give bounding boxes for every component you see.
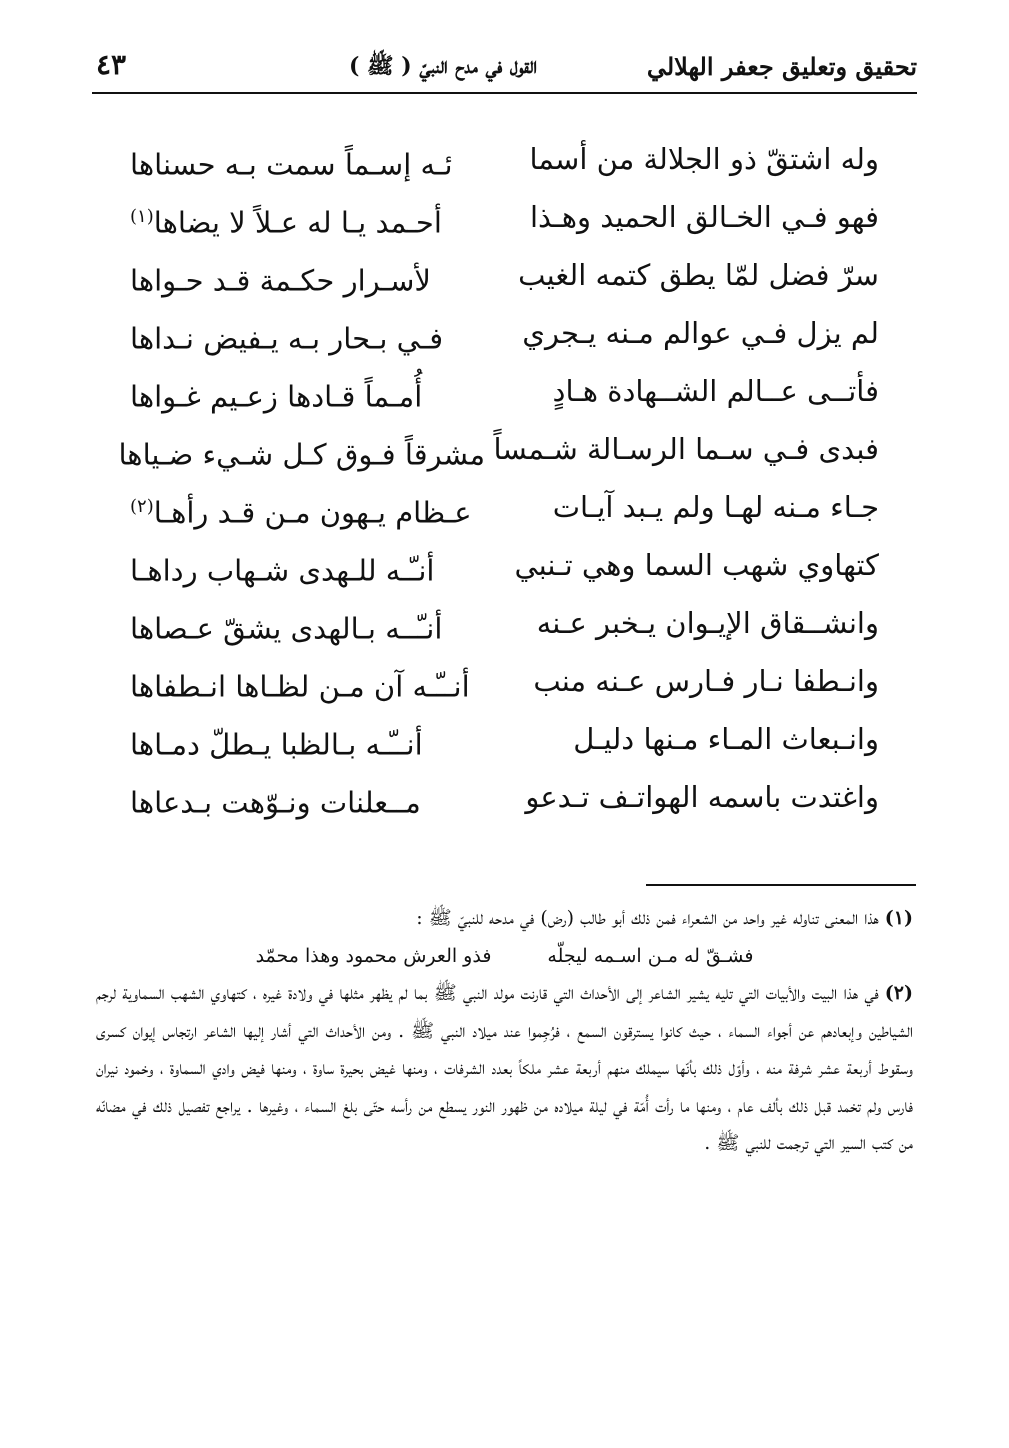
first-hemistich: وانـطفا نـار فـارس عـنه منب [533,664,879,698]
quote-second-hemistich: فذو العرش محمود وهذا محمّد [255,944,492,967]
first-hemistich: فبدى فـي سـما الرسـالة شـمساً [493,432,879,466]
hemistich-text: أنـّـه للـهدى شـهاب رداهـا [130,553,435,588]
second-hemistich [130,652,485,716]
second-hemistich [130,478,485,542]
hemistich-text: أنــّـه بـالظبا يـطلّ دمـاها [130,727,423,762]
verse [120,246,889,304]
hemistich-text: أنــّـه آن مـن لظـاها انـطفاها [130,669,470,704]
hemistich-text: عـظام يـهون مـن قـد رأهـا [153,495,472,530]
first-hemistich: واغتدت باسمه الهواتـف تـدعو [525,780,879,814]
second-hemistich [130,188,485,252]
second-hemistich [130,130,485,194]
chapter-title: القول في مدح النبيّ ( ﷺ ) [348,53,537,79]
page-number: ٤٣ [96,48,127,81]
footnote-2 [96,975,913,1163]
poem [120,130,889,826]
second-hemistich [118,420,485,484]
book-title: تحقيق وتعليق جعفر الهلالي [646,52,917,81]
footnote-1 [96,900,913,975]
verse [120,768,889,826]
footnote-number: (١) [884,907,913,929]
quote-first-hemistich: فشـقّ له مـن اسـمه ليجلّه [547,944,754,967]
first-hemistich: وانـبعاث المـاء مـنها دليـل [573,722,879,756]
first-hemistich: فأتــى عــالم الشــهادة هـادٍ [552,374,879,408]
footnote-number: (٢) [884,982,913,1004]
verse [120,594,889,652]
verse [120,420,889,478]
second-hemistich [130,710,485,774]
footnote-text: هذا المعنى تناوله غير واحد من الشعراء فمن ذلك أبو طالب (رض) في مدحه للنبيّ ﷺ : [416,907,879,929]
second-hemistich [130,594,485,658]
first-hemistich: جـاء مـنه لهـا ولم يـبد آيـات [552,490,879,524]
verse [120,536,889,594]
second-hemistich [130,768,485,832]
hemistich-text: مــعلنات ونـوّهت بـدعاها [130,785,421,820]
hemistich-text: ئـه إسـماً سمت بـه حسناها [130,147,453,182]
verse [120,478,889,536]
verse [120,362,889,420]
first-hemistich: وانشــقاق الإيـوان يـخبر عـنه [536,606,879,640]
hemistich-text: أنـّــه بـالهدى يشقّ عـصاها [130,611,443,646]
first-hemistich: وله اشتقّ ذو الجلالة من أسما [529,142,879,176]
second-hemistich [130,304,485,368]
verse [120,130,889,188]
hemistich-text: فـي بـحار بـه يـفيض نـداها [130,321,444,356]
footnote-ref: (٢) [130,496,154,517]
hemistich-text: مشرقاً فـوق كـل شـيء ضـياها [118,437,485,472]
footnote-ref: (١) [130,206,154,227]
footnote-text: في هذا البيت والأبيات التي تليه يشير الشاعر إلى الأحداث التي قارنت مولد النبي ﷺ بما لم يظهر مثلها في ولادة غيره ، كتهاوي الشهب السماوية لرجم الشياطين وإبعادهم عن أجواء السماء ، حيث كانوا يسترقون السمع ، فرُجِموا عند ميلاد النبي ﷺ . ومن الأحداث التي أشار إليها الشاعر ارتجاس إيوان كسرى وسقوط أربعة عشر شرفة منه ، وأوّل ذلك بأنّها سيملك منهم أربعة عشر ملكاً بعدد الشرفات ، ومنها غيض بحيرة ساوة ، ومنها فيض وادي السماوة ، وخمود نيران فارس ولم تخمد قبل ذلك بألف عام ، ومنها ما رأت أُمّة في ليلة ميلاده من ظهور النور يسطع من رأسه حتّى بلغ السماء ، وغيرها . يراجع تفصيل ذلك في مضانّه من كتب السير التي ترجمت للنبي ﷺ . [96,982,913,1154]
hemistich-text: أُمـماً قـادها زعـيم غـواها [130,379,423,414]
quoted-verse [96,938,913,976]
second-hemistich [130,362,485,426]
first-hemistich: فهو فـي الخـالق الحميد وهـذا [529,200,879,234]
first-hemistich: سرّ فضل لمّا يطق كتمه الغيب [518,258,879,292]
verse [120,304,889,362]
first-hemistich: كتهاوي شهب السما وهي تـنبي [514,548,879,582]
first-hemistich: لم يزل فـي عوالم مـنه يـجري [522,316,879,350]
footnotes [96,900,913,1163]
second-hemistich [130,536,485,600]
verse [120,652,889,710]
second-hemistich [130,246,485,310]
verse [120,710,889,768]
hemistich-text: أحـمد يـا له عـلاً لا يضاها [153,205,442,240]
page-header [92,40,917,94]
hemistich-text: لأسـرار حكـمة قـد حـواها [130,263,431,298]
verse [120,188,889,246]
